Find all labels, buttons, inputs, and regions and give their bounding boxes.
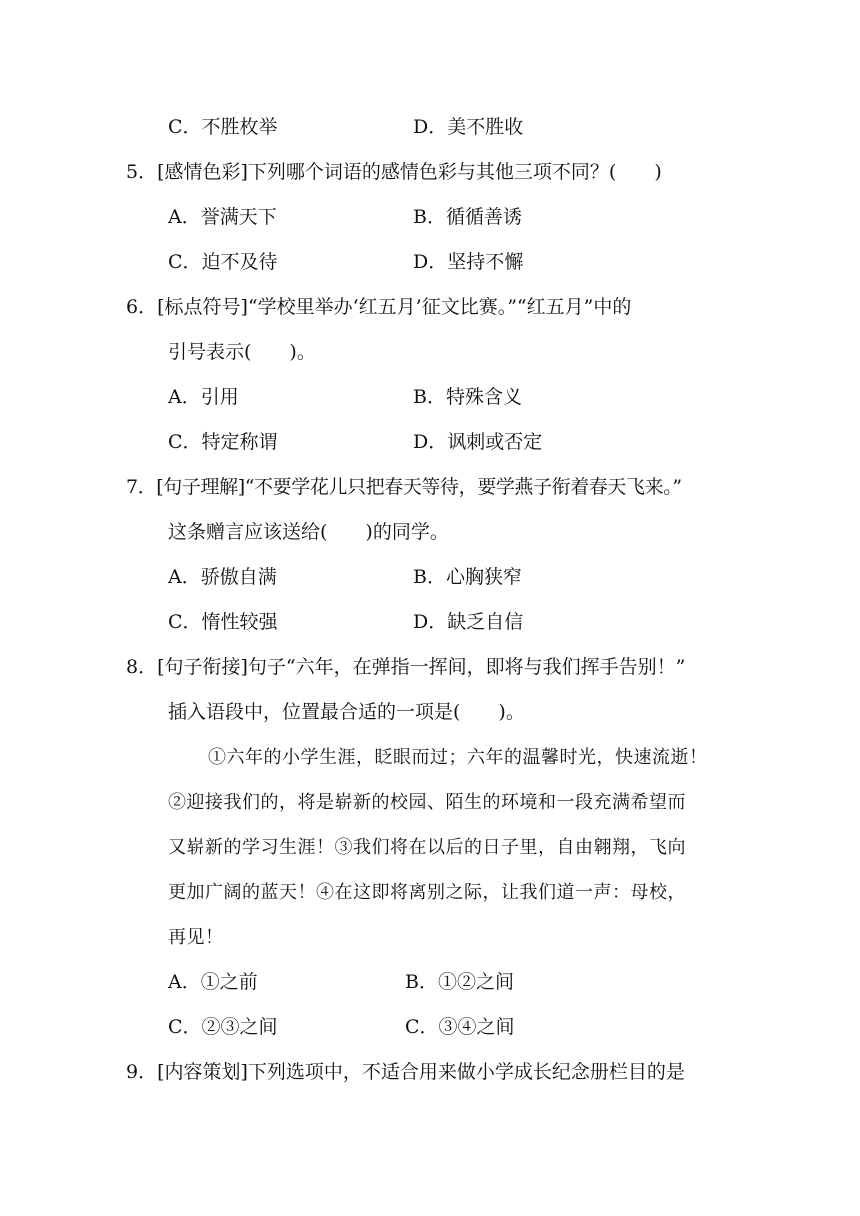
question-6-stem-cont: 引号表示( )。	[168, 341, 316, 363]
option-d[interactable]: D．讽刺或否定	[413, 431, 543, 453]
option-c[interactable]: C．迫不及待	[168, 251, 278, 273]
question-8-stem-cont: 插入语段中，位置最合适的一项是( )。	[168, 701, 525, 723]
option-b[interactable]: B．循循善诱	[413, 206, 522, 228]
option-d[interactable]: D．美不胜收	[413, 116, 524, 138]
option-b[interactable]: B．心胸狭窄	[413, 566, 522, 588]
question-6-stem: 6．[标点符号]“学校里举办‘红五月’征文比赛。”“红五月”中的	[126, 296, 632, 318]
option-c[interactable]: C．不胜枚举	[168, 116, 278, 138]
option-b[interactable]: B．①②之间	[405, 971, 514, 993]
question-7-stem: 7．[句子理解]“不要学花儿只把春天等待，要学燕子衔着春天飞来。”	[126, 476, 682, 498]
option-d[interactable]: D．缺乏自信	[413, 611, 524, 633]
passage-line: 再见！	[168, 927, 224, 948]
option-d[interactable]: C．③④之间	[405, 1016, 515, 1038]
option-a[interactable]: A．①之前	[168, 971, 258, 993]
question-5-stem: 5．[感情色彩]下列哪个词语的感情色彩与其他三项不同？( )	[126, 161, 662, 183]
passage-line: 更加广阔的蓝天！④在这即将离别之际，让我们道一声：母校，	[168, 882, 686, 903]
option-d[interactable]: D．坚持不懈	[413, 251, 524, 273]
passage-line: ②迎接我们的，将是崭新的校园、陌生的环境和一段充满希望而	[168, 792, 686, 813]
option-c[interactable]: C．②③之间	[168, 1016, 278, 1038]
passage-line: ①六年的小学生涯，眨眼而过；六年的温馨时光，快速流逝！	[208, 747, 708, 768]
option-c[interactable]: C．特定称谓	[168, 431, 278, 453]
question-8-stem: 8．[句子衔接]句子“六年，在弹指一挥间，即将与我们挥手告别！”	[126, 656, 686, 678]
option-a[interactable]: A．引用	[168, 386, 239, 408]
question-9-stem: 9．[内容策划]下列选项中，不适合用来做小学成长纪念册栏目的是	[126, 1061, 685, 1083]
passage-line: 又崭新的学习生涯！③我们将在以后的日子里，自由翱翔，飞向	[168, 837, 686, 858]
option-a[interactable]: A．骄傲自满	[168, 566, 277, 588]
option-c[interactable]: C．惰性较强	[168, 611, 278, 633]
option-a[interactable]: A．誉满天下	[168, 206, 277, 228]
option-b[interactable]: B．特殊含义	[413, 386, 522, 408]
question-7-stem-cont: 这条赠言应该送给( )的同学。	[168, 521, 449, 543]
